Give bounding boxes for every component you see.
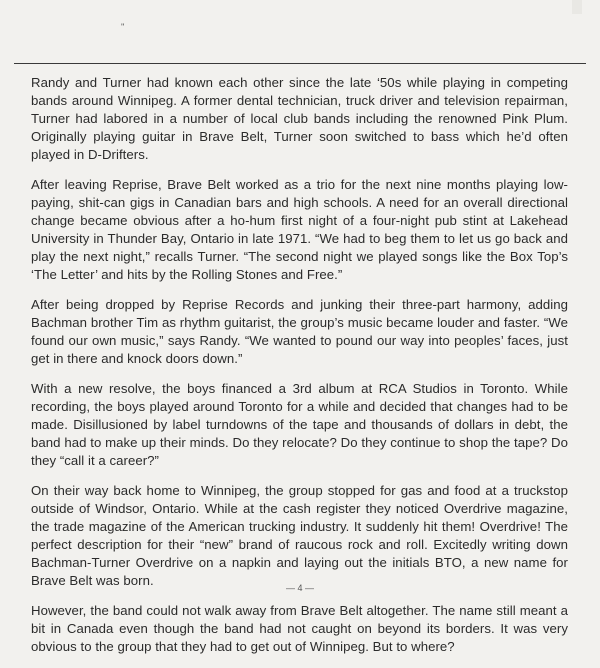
- paragraph: Randy and Turner had known each other since the late ‘50s while playing in competing bands around Winnipeg. A former dental technician, truck driver and television repairman, Turner had labored in a number of local club bands including the renowned Pink Plum. Originally playing guitar in Brave Belt, Turner soon switched to bass which he’d often played in D-Drifters.: [31, 75, 568, 162]
- paragraph: After leaving Reprise, Brave Belt worked as a trio for the next nine months playing low-paying, shit-can gigs in Canadian bars and high schools. A need for an overall directional change became obvious after a ho-hum first night of a four-night pub stint at Lakehead University in Thunder Bay, Ontario in late 1971. “We had to beg them to let us go back and play the next night,” recalls Turner. “The second night we played songs like the Box Top’s ‘The Letter’ and hits by the Rolling Stones and Free.”: [31, 177, 568, 282]
- corner-mark: '': [121, 22, 125, 32]
- paragraph: On their way back home to Winnipeg, the group stopped for gas and food at a truckstop outside of Windsor, Ontario. While at the cash register they noticed Overdrive magazine, the trade magazine of the American trucking industry. It suddenly hit them! Overdrive! The perfect description for their “new” brand of raucous rock and roll. Excitedly writing down Bachman-Turner Overdrive on a napkin and laying out the initials BTO, a new name for Brave Belt was born.: [31, 483, 568, 588]
- body-text: [31, 74, 568, 668]
- paragraph: After being dropped by Reprise Records and junking their three-part harmony, adding Bachman brother Tim as rhythm guitarist, the group’s music became louder and faster. “We found our own music,” says Randy. “We wanted to pound our way into peoples’ faces, just get in there and knock doors down.”: [31, 297, 568, 366]
- page-number: — 4 —: [285, 583, 314, 593]
- paragraph: With a new resolve, the boys financed a 3rd album at RCA Studios in Toronto. While recording, the boys played around Toronto for a while and decided that changes had to be made. Disillusioned by label turndowns of the tape and thousands of dollars in debt, the band had to make up their minds. Do they relocate? Do they continue to shop the tape? Do they “call it a career?”: [31, 381, 568, 468]
- paragraph: However, the band could not walk away from Brave Belt altogether. The name still meant a bit in Canada even though the band had not caught on beyond its borders. It was very obvious to the group that they had to get out of Winnipeg. But to where?: [31, 603, 568, 654]
- edge-mark: [572, 0, 582, 14]
- top-rule: [14, 63, 586, 64]
